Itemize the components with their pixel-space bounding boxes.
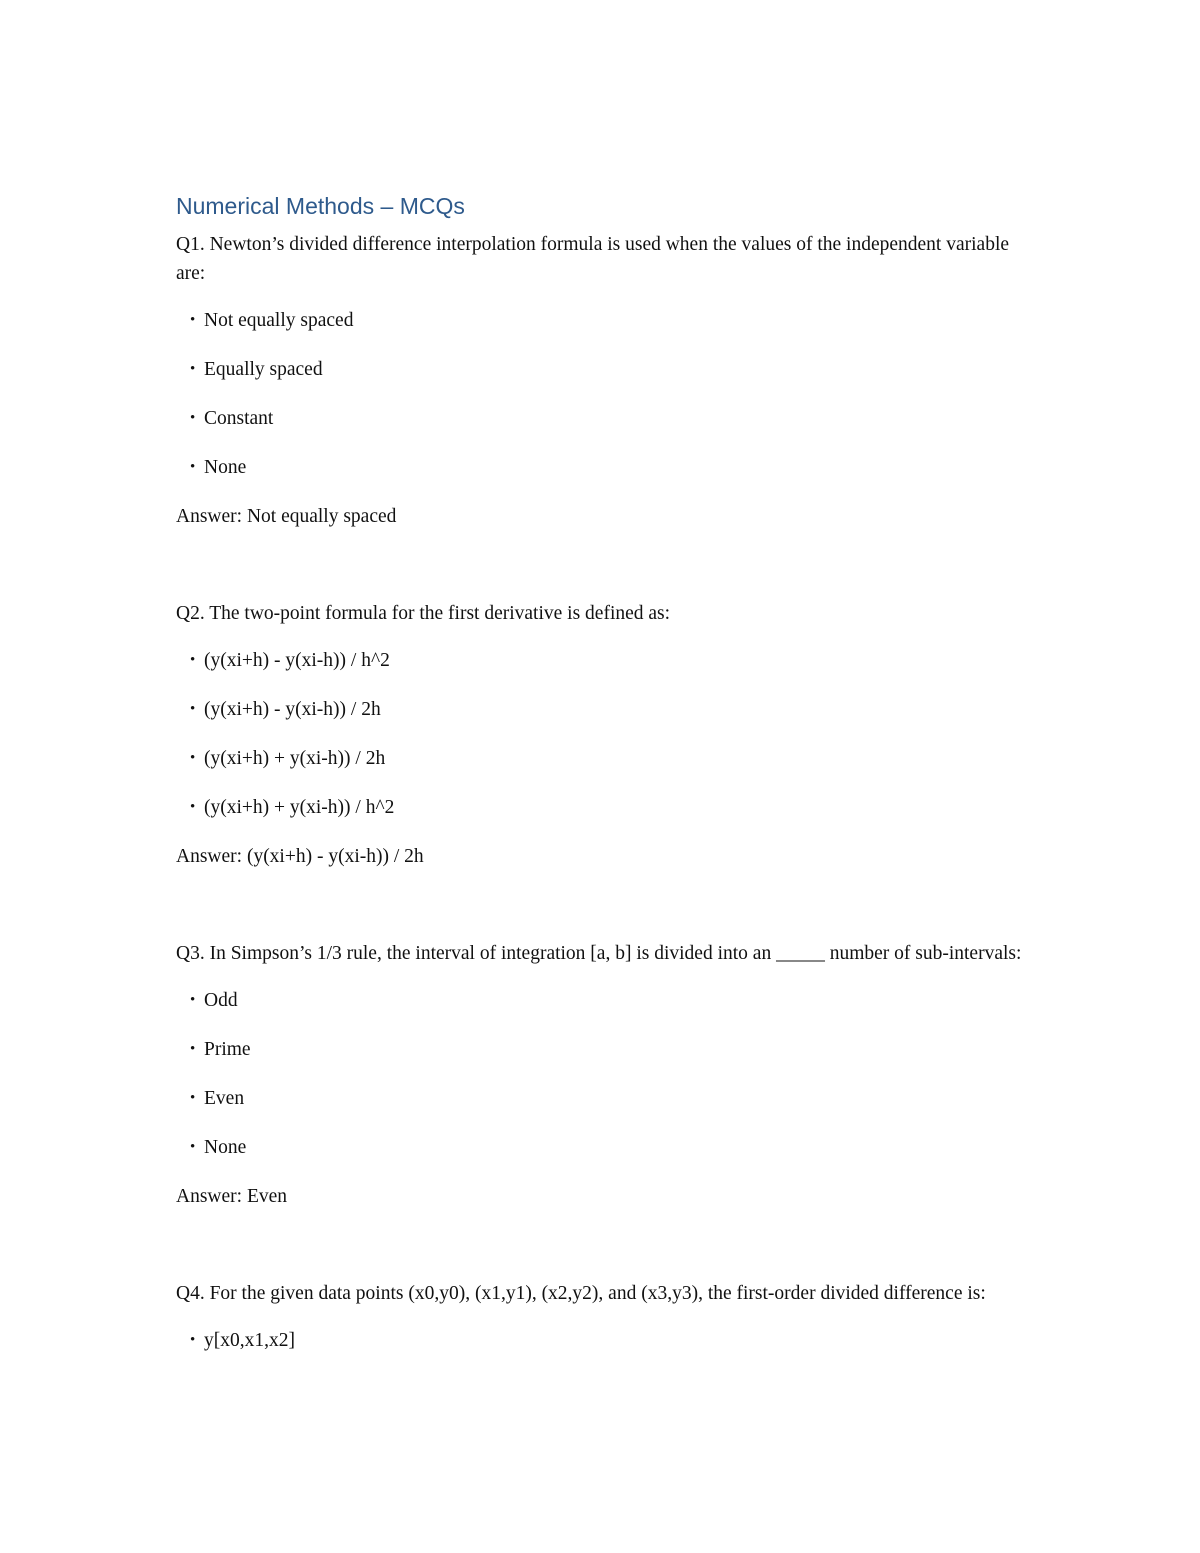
option-item: [176, 986, 1036, 1015]
option-label: None: [204, 1137, 247, 1158]
option-label: Not equally spaced: [204, 310, 354, 331]
option-item: [176, 695, 1036, 724]
option-label: (y(xi+h) - y(xi-h)) / 2h: [204, 699, 381, 720]
option-item: [176, 793, 1036, 822]
question-text: Q4. For the given data points (x0,y0), (x1,y1), (x2,y2), and (x3,y3), the first-order divided difference is:: [176, 1283, 986, 1304]
bullet-icon: •: [190, 410, 196, 426]
option-label: Equally spaced: [204, 359, 323, 380]
option-list: [176, 306, 1036, 482]
bullet-icon: •: [190, 701, 196, 717]
bullet-icon: •: [190, 652, 196, 668]
option-item: [176, 306, 1036, 335]
option-label: Prime: [204, 1039, 251, 1060]
answer-text: Answer: Even: [176, 1186, 288, 1207]
option-item: [176, 646, 1036, 675]
bullet-icon: •: [190, 992, 196, 1008]
option-item: [176, 744, 1036, 773]
option-label: Even: [204, 1088, 245, 1109]
option-item: [176, 1084, 1036, 1113]
option-item: [176, 1133, 1036, 1162]
option-label: (y(xi+h) + y(xi-h)) / h^2: [204, 797, 395, 818]
question-block: [176, 1279, 1036, 1355]
bullet-icon: •: [190, 1139, 196, 1155]
option-item: [176, 453, 1036, 482]
question-text: Q3. In Simpson’s 1/3 rule, the interval of integration [a, b] is divided into an _____ number of sub-intervals:: [176, 943, 1022, 964]
option-label: y[x0,x1,x2]: [204, 1330, 295, 1351]
option-list: [176, 646, 1036, 822]
question-text: Q1. Newton’s divided difference interpolation formula is used when the values of the independent variable are:: [176, 234, 1010, 284]
option-item: [176, 1326, 1036, 1355]
option-item: [176, 355, 1036, 384]
option-list: [176, 986, 1036, 1162]
option-item: [176, 404, 1036, 433]
question-block: [176, 599, 1036, 871]
bullet-icon: •: [190, 312, 196, 328]
bullet-icon: •: [190, 361, 196, 377]
option-label: Constant: [204, 408, 274, 429]
bullet-icon: •: [190, 750, 196, 766]
bullet-icon: •: [190, 1041, 196, 1057]
option-list: [176, 1326, 1036, 1355]
bullet-icon: •: [190, 799, 196, 815]
bullet-icon: •: [190, 459, 196, 475]
question-block: [176, 230, 1036, 531]
option-label: (y(xi+h) - y(xi-h)) / h^2: [204, 650, 390, 671]
option-label: None: [204, 457, 247, 478]
answer-text: Answer: Not equally spaced: [176, 506, 397, 527]
document-title: Numerical Methods – MCQs: [176, 193, 465, 219]
document-content: [176, 190, 1036, 1375]
bullet-icon: •: [190, 1090, 196, 1106]
option-item: [176, 1035, 1036, 1064]
option-label: Odd: [204, 990, 238, 1011]
option-label: (y(xi+h) + y(xi-h)) / 2h: [204, 748, 386, 769]
question-block: [176, 939, 1036, 1211]
question-text: Q2. The two-point formula for the first derivative is defined as:: [176, 603, 671, 624]
bullet-icon: •: [190, 1332, 196, 1348]
answer-text: Answer: (y(xi+h) - y(xi-h)) / 2h: [176, 846, 424, 867]
